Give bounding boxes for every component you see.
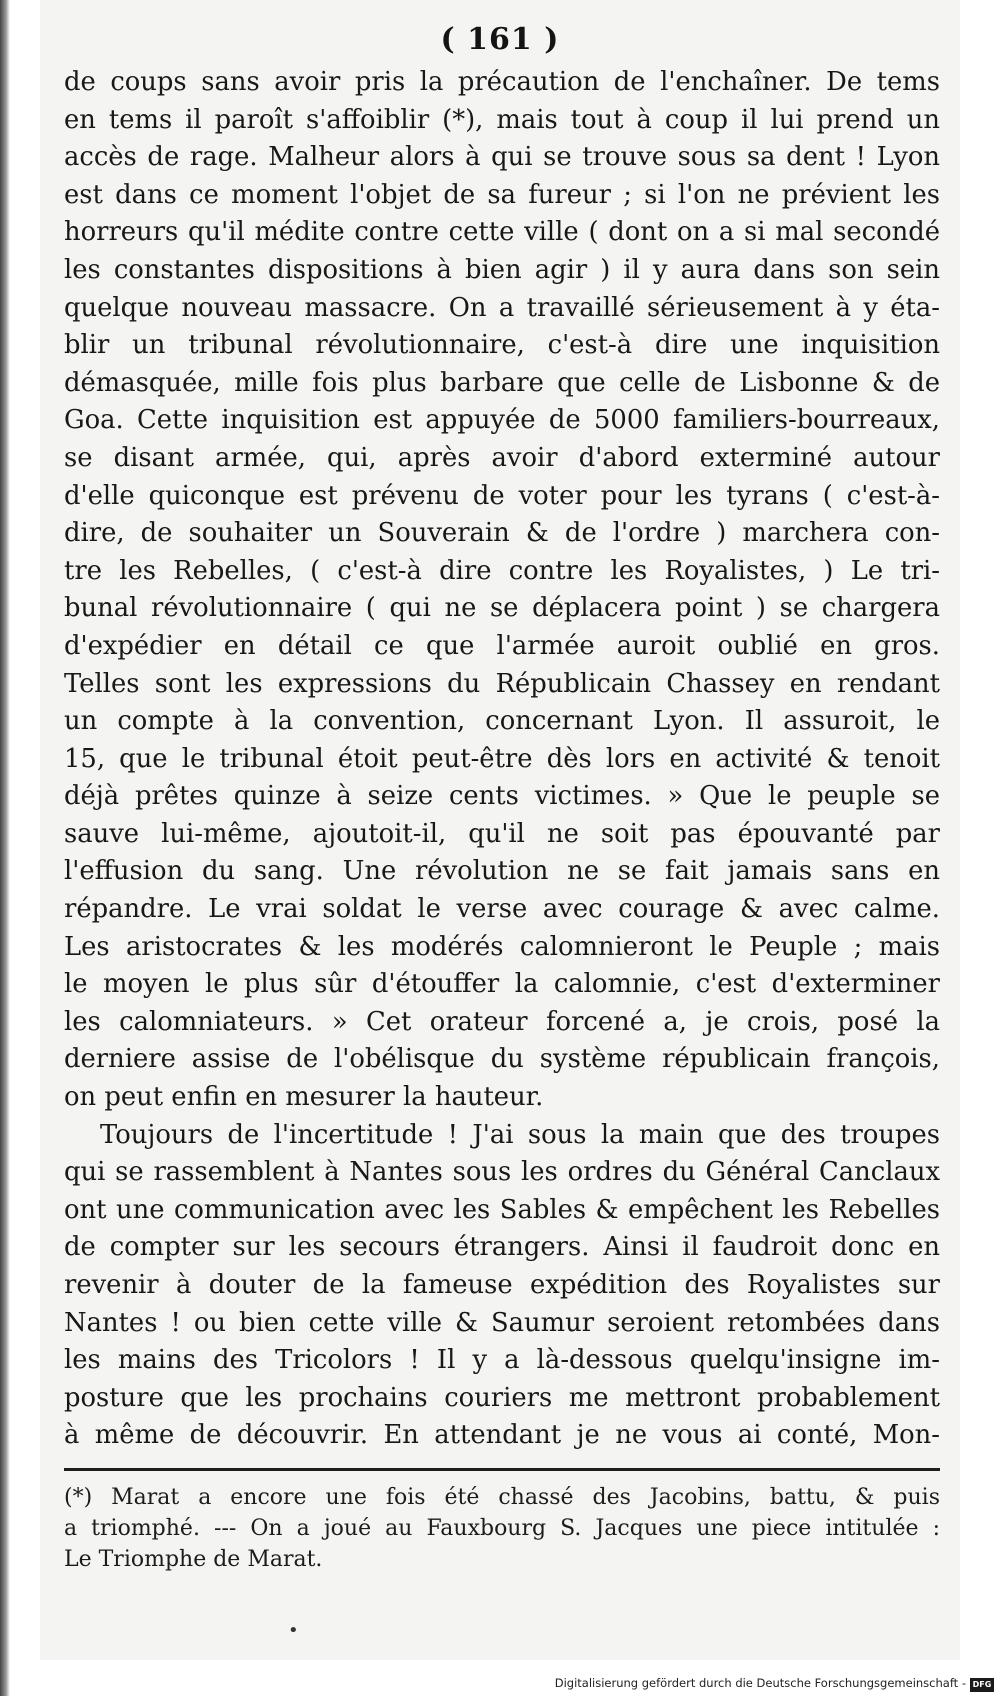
bottom-mark: • [288,1620,299,1641]
text-line: dire, de souhaiter un Souverain & de l'ordre ) marchera con- [64,518,940,549]
text-line: Les aristocrates & les modérés calomnieront le Peuple ; mais [64,931,940,962]
text-line: derniere assise de l'obélisque du système républicain françois, [64,1044,940,1075]
text-line: déjà prêtes quinze à seize cents victimes. » Que le peuple se [64,781,940,812]
text-line: à même de découvrir. En attendant je ne vous ai conté, Mon- [64,1420,940,1451]
text-line: Nantes ! ou bien cette ville & Saumur seroient retombées dans [64,1307,940,1338]
dfg-logo-icon: DFG [970,1678,994,1692]
text-line: démasquée, mille fois plus barbare que celle de Lisbonne & de [64,367,940,398]
text-line: horreurs qu'il médite contre cette ville ( dont on a si mal secondé [64,217,940,248]
text-line: est dans ce moment l'objet de sa fureur ; si l'on ne prévient les [64,179,940,210]
text-line: le moyen le plus sûr d'étouffer la calomnie, c'est d'exterminer [64,969,940,1000]
text-line: accès de rage. Malheur alors à qui se trouve sous sa dent ! Lyon [64,142,940,173]
text-line: posture que les prochains couriers me mettront probablement [64,1382,940,1413]
text-line: bunal révolutionnaire ( qui ne se déplacera point ) se chargera [64,593,940,624]
footnote-divider [64,1468,940,1471]
footnote-line: a triomphé. --- On a joué au Fauxbourg S. Jacques une piece intitulée : [64,1516,940,1541]
footnote [64,1482,940,1575]
text-line: sauve lui-même, ajoutoit-il, qu'il ne soit pas épouvanté par [64,818,940,849]
text-line: en tems il paroît s'affoiblir (*), mais tout à coup il lui prend un [64,104,940,135]
text-line: de coups sans avoir pris la précaution de l'enchaîner. De tems [64,67,940,97]
text-line: revenir à douter de la fameuse expédition des Royalistes sur [64,1270,940,1300]
text-line: les mains des Tricolors ! Il y a là-dessous quelqu'insigne im- [64,1345,940,1376]
text-line: se disant armée, qui, après avoir d'abord exterminé autour [64,442,940,473]
body-text [64,64,940,1455]
text-line: ont une communication avec les Sables & empêchent les Rebelles [64,1194,940,1225]
text-line: on peut enfin en mesurer la hauteur. [64,1082,544,1113]
footnote-line: Le Triomphe de Marat. [64,1547,323,1572]
text-line: un compte à la convention, concernant Lyon. Il assuroit, le [64,706,940,737]
text-line: Toujours de l'incertitude ! J'ai sous la main que des troupes [100,1119,940,1150]
text-line: Goa. Cette inquisition est appuyée de 5000 familiers-bourreaux, [64,405,940,436]
scanned-page [40,0,960,1660]
text-line: l'effusion du sang. Une révolution ne se fait jamais sans en [64,856,940,887]
digitization-credit: Digitalisierung gefördert durch die Deutsche Forschungsgemeinschaft - [554,1676,966,1690]
text-line: d'elle quiconque est prévenu de voter pour les tyrans ( c'est-à- [64,480,940,511]
text-line: quelque nouveau massacre. On a travaillé sérieusement à y éta- [64,292,940,323]
page-binding-edge [0,0,10,1696]
text-line: qui se rassemblent à Nantes sous les ordres du Général Canclaux [64,1157,940,1188]
text-line: répandre. Le vrai soldat le verse avec courage & avec calme. [64,894,940,925]
text-line: 15, que le tribunal étoit peut-être dès lors en activité & tenoit [64,743,940,774]
text-line: de compter sur les secours étrangers. Ainsi il faudroit donc en [64,1232,940,1263]
text-line: blir un tribunal révolutionnaire, c'est-à dire une inquisition [64,330,940,361]
page-number: ( 161 ) [440,22,560,57]
text-line: d'expédier en détail ce que l'armée auroit oublié en gros. [64,630,940,661]
text-line: tre les Rebelles, ( c'est-à dire contre les Royalistes, ) Le tri- [64,555,940,586]
text-line: les calomniateurs. » Cet orateur forcené a, je crois, posé la [64,1006,940,1037]
footnote-line: (*) Marat a encore une fois été chassé des Jacobins, battu, & puis [64,1485,940,1510]
text-line: les constantes dispositions à bien agir ) il y aura dans son sein [64,254,940,285]
text-line: Telles sont les expressions du Républicain Chassey en rendant [64,668,940,699]
